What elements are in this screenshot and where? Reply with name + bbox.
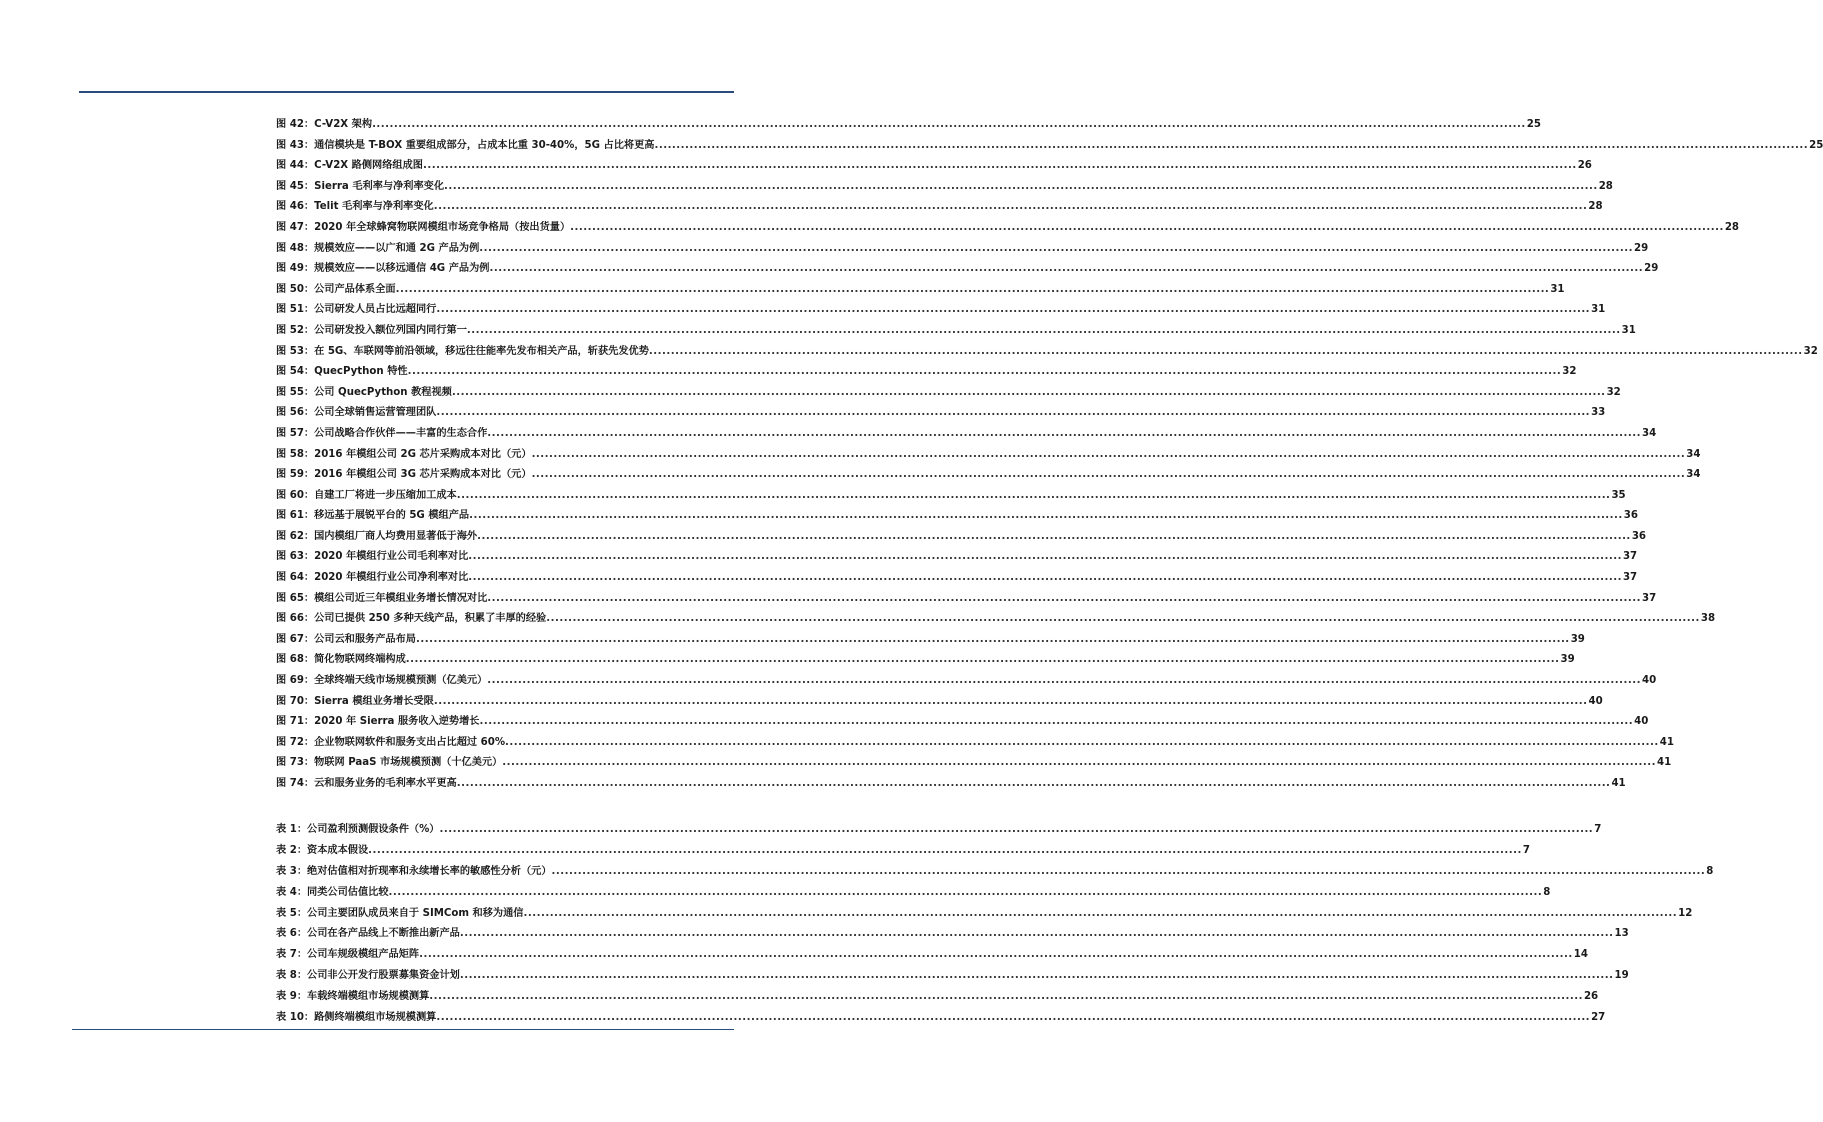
figure-entry[interactable]	[276, 733, 1674, 754]
figure-entry[interactable]	[276, 547, 1638, 568]
figure-label: 图 51：	[276, 304, 315, 316]
figure-page-number: 34	[1686, 469, 1701, 481]
figure-entry[interactable]	[276, 362, 1577, 383]
table-page-number: 7	[1594, 824, 1602, 835]
figure-page-number: 37	[1642, 592, 1657, 604]
figure-label: 图 48：	[276, 242, 315, 254]
figure-title: 云和服务业务的毛利率水平更高	[314, 778, 457, 789]
figure-entry[interactable]	[276, 527, 1646, 548]
table-title: 公司车规级模组产品矩阵	[307, 949, 420, 961]
table-page-number: 26	[1583, 991, 1599, 1003]
table-entry[interactable]	[276, 945, 1588, 966]
dot-leader	[487, 428, 1641, 439]
dot-leader	[546, 613, 1700, 624]
figure-page-number: 29	[1644, 263, 1659, 275]
dot-leader	[423, 160, 1577, 171]
figure-list	[276, 115, 1823, 795]
figure-label: 图 55：	[276, 386, 315, 398]
figure-title: 公司产品体系全面	[314, 283, 396, 295]
figure-title: 移远基于展锐平台的 5G 模组产品	[314, 510, 470, 522]
figure-title: 物联网 PaaS 市场规模预测（十亿美元）	[314, 757, 503, 769]
figure-title: C-V2X 路侧网络组成图	[314, 160, 423, 172]
figure-page-number: 41	[1659, 736, 1674, 748]
table-label: 表 8：	[276, 970, 308, 982]
figure-label: 图 65：	[276, 592, 315, 604]
figure-page-number: 32	[1606, 386, 1621, 398]
figure-page-number: 37	[1622, 572, 1638, 584]
figure-entry[interactable]	[276, 383, 1621, 404]
dot-leader	[434, 201, 1588, 212]
figure-title: Telit 毛利率与净利率变化	[314, 201, 434, 213]
figure-title: 在 5G、车联网等前沿领域，移远往往能率先发布相关产品，斩获先发优势	[314, 345, 649, 357]
figure-title: 公司全球销售运营管理团队	[314, 407, 437, 419]
footer-rule	[72, 1029, 734, 1030]
figure-entry[interactable]	[276, 506, 1638, 527]
figure-entry[interactable]	[276, 259, 1659, 280]
figure-label: 图 44：	[276, 160, 315, 172]
figure-title: Sierra 模组业务增长受限	[314, 695, 434, 707]
dot-leader	[532, 469, 1686, 480]
table-label: 表 10：	[276, 1012, 315, 1024]
dot-leader	[570, 222, 1724, 233]
figure-title: 自建工厂将进一步压缩加工成本	[314, 489, 457, 501]
figure-title: 规模效应——以移远通信 4G 产品为例	[314, 263, 490, 275]
table-entry[interactable]	[276, 1008, 1606, 1029]
figure-label: 图 43：	[276, 139, 315, 151]
figure-page-number: 34	[1686, 448, 1701, 460]
figure-page-number: 32	[1562, 366, 1577, 378]
table-title: 同类公司估值比较	[307, 886, 389, 898]
table-entry[interactable]	[276, 966, 1629, 987]
figure-label: 图 53：	[276, 345, 315, 357]
figure-page-number: 36	[1623, 510, 1638, 522]
dot-leader	[523, 908, 1677, 919]
dot-leader	[467, 325, 1621, 336]
figure-entry[interactable]	[276, 239, 1649, 260]
dot-leader	[479, 243, 1633, 254]
figure-label: 图 72：	[276, 736, 315, 748]
figure-label: 图 50：	[276, 283, 315, 295]
dot-leader	[434, 696, 1588, 707]
figure-entry[interactable]	[276, 300, 1606, 321]
figure-entry[interactable]	[276, 774, 1626, 795]
figure-title: 2016 年模组公司 3G 芯片采购成本对比（元）	[314, 469, 532, 481]
figure-entry[interactable]	[276, 136, 1823, 157]
table-title: 公司盈利预测假设条件（%）	[307, 824, 440, 835]
figure-entry[interactable]	[276, 568, 1638, 589]
figure-entry[interactable]	[276, 424, 1657, 445]
figure-title: 全球终端天线市场规模预测（亿美元）	[314, 675, 488, 687]
figure-label: 图 45：	[276, 180, 315, 192]
figure-page-number: 28	[1588, 201, 1603, 213]
dot-leader	[489, 263, 1643, 274]
figure-entry[interactable]	[276, 486, 1626, 507]
dot-leader	[389, 887, 1543, 898]
dot-leader	[479, 716, 1633, 727]
figure-title: 2020 年全球蜂窝物联网模组市场竞争格局（按出货量）	[314, 221, 571, 233]
figure-entry[interactable]	[276, 197, 1603, 218]
dot-leader	[436, 304, 1590, 315]
figure-entry[interactable]	[276, 115, 1541, 136]
table-entry[interactable]	[276, 883, 1551, 904]
figure-page-number: 40	[1634, 716, 1649, 728]
dot-leader	[502, 757, 1656, 768]
figure-label: 图 70：	[276, 695, 315, 707]
figure-label: 图 52：	[276, 324, 315, 336]
figure-page-number: 41	[1657, 757, 1672, 769]
figure-entry[interactable]	[276, 609, 1716, 630]
figure-entry[interactable]	[276, 321, 1636, 342]
dot-leader	[444, 181, 1598, 192]
table-title: 公司非公开发行股票募集资金计划	[307, 970, 460, 982]
dot-leader	[372, 119, 1526, 130]
dot-leader	[460, 928, 1614, 939]
figure-title: 2020 年模组行业公司毛利率对比	[314, 551, 469, 563]
figure-page-number: 29	[1633, 242, 1649, 254]
figure-title: 通信模块是 T-BOX 重要组成部分，占成本比重 30-40%，5G 占比将更高	[314, 139, 655, 151]
figure-title: 2020 年 Sierra 服务收入逆势增长	[314, 716, 480, 728]
figure-page-number: 31	[1550, 283, 1565, 295]
table-title: 车载终端模组市场规模测算	[307, 991, 430, 1003]
figure-title: Sierra 毛利率与净利率变化	[314, 180, 445, 192]
dot-leader	[468, 551, 1622, 562]
figure-label: 图 61：	[276, 510, 315, 522]
figure-label: 图 73：	[276, 757, 315, 769]
dot-leader	[416, 634, 1570, 645]
table-entry[interactable]	[276, 820, 1602, 841]
dot-leader	[408, 366, 1562, 377]
dot-leader	[396, 284, 1550, 295]
figure-page-number: 41	[1611, 778, 1626, 789]
figure-title: 规模效应——以广和通 2G 产品为例	[314, 242, 480, 254]
table-entry[interactable]	[276, 862, 1714, 883]
dot-leader	[457, 490, 1611, 501]
table-title: 路侧终端模组市场规模测算	[314, 1012, 437, 1024]
figure-entry[interactable]	[276, 342, 1818, 363]
dot-leader	[452, 387, 1606, 398]
figure-label: 图 67：	[276, 633, 315, 645]
figure-label: 图 68：	[276, 654, 315, 666]
figure-page-number: 25	[1526, 119, 1541, 130]
figure-entry[interactable]	[276, 177, 1613, 198]
table-page-number: 7	[1522, 844, 1530, 856]
table-entry[interactable]	[276, 841, 1530, 862]
figure-entry[interactable]	[276, 403, 1606, 424]
dot-leader	[419, 949, 1573, 960]
dot-leader	[439, 824, 1593, 835]
figure-entry[interactable]	[276, 692, 1603, 713]
figure-page-number: 26	[1577, 160, 1592, 172]
table-page-number: 8	[1706, 865, 1714, 877]
figure-entry[interactable]	[276, 218, 1740, 239]
table-entry[interactable]	[276, 904, 1693, 925]
figure-title: 公司已提供 250 多种天线产品，积累了丰厚的经验	[314, 613, 547, 625]
figure-title: QuecPython 特性	[314, 366, 408, 378]
figure-page-number: 40	[1588, 695, 1603, 707]
table-title: 公司在各产品线上不断推出新产品	[307, 928, 460, 940]
figure-page-number: 36	[1631, 530, 1646, 542]
figure-entry[interactable]	[276, 630, 1585, 651]
table-title: 资本成本假设	[307, 844, 369, 856]
figure-label: 图 71：	[276, 716, 315, 728]
table-label: 表 9：	[276, 991, 308, 1003]
figure-title: 公司云和服务产品布局	[314, 633, 416, 645]
figure-page-number: 40	[1642, 675, 1657, 687]
figure-title: 公司研发人员占比远超同行	[314, 304, 437, 316]
figure-page-number: 32	[1803, 345, 1818, 357]
dot-leader	[552, 866, 1706, 877]
figure-label: 图 47：	[276, 221, 315, 233]
dot-leader	[532, 449, 1686, 460]
figure-title: 2016 年模组公司 2G 芯片采购成本对比（元）	[314, 448, 532, 460]
figure-entry[interactable]	[276, 465, 1701, 486]
figure-page-number: 33	[1591, 407, 1606, 419]
figure-page-number: 38	[1700, 613, 1716, 625]
figure-label: 图 66：	[276, 613, 315, 625]
table-entry[interactable]	[276, 987, 1599, 1008]
dot-leader	[460, 970, 1614, 981]
header-rule	[79, 91, 734, 93]
figure-page-number: 39	[1560, 654, 1575, 666]
figure-title: 模组公司近三年模组业务增长情况对比	[314, 592, 488, 604]
figure-label: 图 59：	[276, 469, 315, 481]
figure-entry[interactable]	[276, 156, 1592, 177]
figure-title: 公司 QuecPython 教程视频	[314, 386, 452, 398]
table-list	[276, 820, 1714, 1029]
table-title: 绝对估值相对折现率和永续增长率的敏感性分析（元）	[307, 865, 552, 877]
table-title: 公司主要团队成员来自于 SIMCom 和移为通信	[307, 907, 524, 919]
figure-entry[interactable]	[276, 445, 1701, 466]
figure-page-number: 31	[1591, 304, 1606, 316]
table-page-number: 13	[1614, 928, 1629, 940]
dot-leader	[436, 407, 1590, 418]
table-label: 表 1：	[276, 824, 308, 835]
figure-entry[interactable]	[276, 650, 1575, 671]
dot-leader	[406, 654, 1560, 665]
table-page-number: 14	[1573, 949, 1588, 961]
figure-entry[interactable]	[276, 589, 1657, 610]
dot-leader	[477, 531, 1631, 542]
figure-entry[interactable]	[276, 712, 1649, 733]
figure-page-number: 28	[1724, 221, 1740, 233]
table-entry[interactable]	[276, 924, 1629, 945]
figure-page-number: 35	[1611, 489, 1626, 501]
figure-page-number: 31	[1621, 324, 1636, 336]
figure-entry[interactable]	[276, 671, 1657, 692]
figure-page-number: 37	[1622, 551, 1638, 563]
dot-leader	[654, 140, 1808, 151]
figure-label: 图 42：	[276, 119, 315, 130]
dot-leader	[436, 1012, 1590, 1023]
figure-page-number: 34	[1642, 427, 1657, 439]
dot-leader	[487, 593, 1641, 604]
table-label: 表 4：	[276, 886, 308, 898]
figure-label: 图 74：	[276, 778, 315, 789]
figure-title: 公司研发投入额位列国内同行第一	[314, 324, 467, 336]
figure-label: 图 46：	[276, 201, 315, 213]
dot-leader	[505, 737, 1659, 748]
figure-title: 企业物联网软件和服务支出占比超过 60%	[314, 736, 506, 748]
table-label: 表 2：	[276, 844, 308, 856]
table-label: 表 5：	[276, 907, 308, 919]
figure-title: 2020 年模组行业公司净利率对比	[314, 572, 469, 584]
figure-label: 图 57：	[276, 427, 315, 439]
figure-page-number: 28	[1598, 180, 1613, 192]
figure-label: 图 56：	[276, 407, 315, 419]
figure-label: 图 69：	[276, 675, 315, 687]
figure-entry[interactable]	[276, 280, 1565, 301]
table-label: 表 7：	[276, 949, 308, 961]
figure-title: 公司战略合作伙伴——丰富的生态合作	[314, 427, 488, 439]
figure-label: 图 63：	[276, 551, 315, 563]
table-label: 表 6：	[276, 928, 308, 940]
dot-leader	[649, 346, 1803, 357]
figure-entry[interactable]	[276, 753, 1672, 774]
figure-page-number: 39	[1570, 633, 1585, 645]
figure-label: 图 49：	[276, 263, 315, 275]
figure-label: 图 60：	[276, 489, 315, 501]
figure-title: 简化物联网终端构成	[314, 654, 406, 666]
figure-label: 图 54：	[276, 366, 315, 378]
dot-leader	[429, 991, 1583, 1002]
table-page-number: 19	[1614, 970, 1629, 982]
figure-title: C-V2X 架构	[314, 119, 373, 130]
figure-page-number: 25	[1809, 139, 1823, 151]
figure-label: 图 62：	[276, 530, 315, 542]
table-page-number: 27	[1591, 1012, 1606, 1024]
table-label: 表 3：	[276, 865, 308, 877]
table-page-number: 8	[1543, 886, 1551, 898]
dot-leader	[457, 778, 1611, 789]
dot-leader	[468, 572, 1622, 583]
figure-label: 图 58：	[276, 448, 315, 460]
dot-leader	[469, 510, 1623, 521]
dot-leader	[368, 845, 1522, 856]
figure-label: 图 64：	[276, 572, 315, 584]
figure-title: 国内模组厂商人均费用显著低于海外	[314, 530, 478, 542]
dot-leader	[487, 675, 1641, 686]
table-page-number: 12	[1678, 907, 1693, 919]
